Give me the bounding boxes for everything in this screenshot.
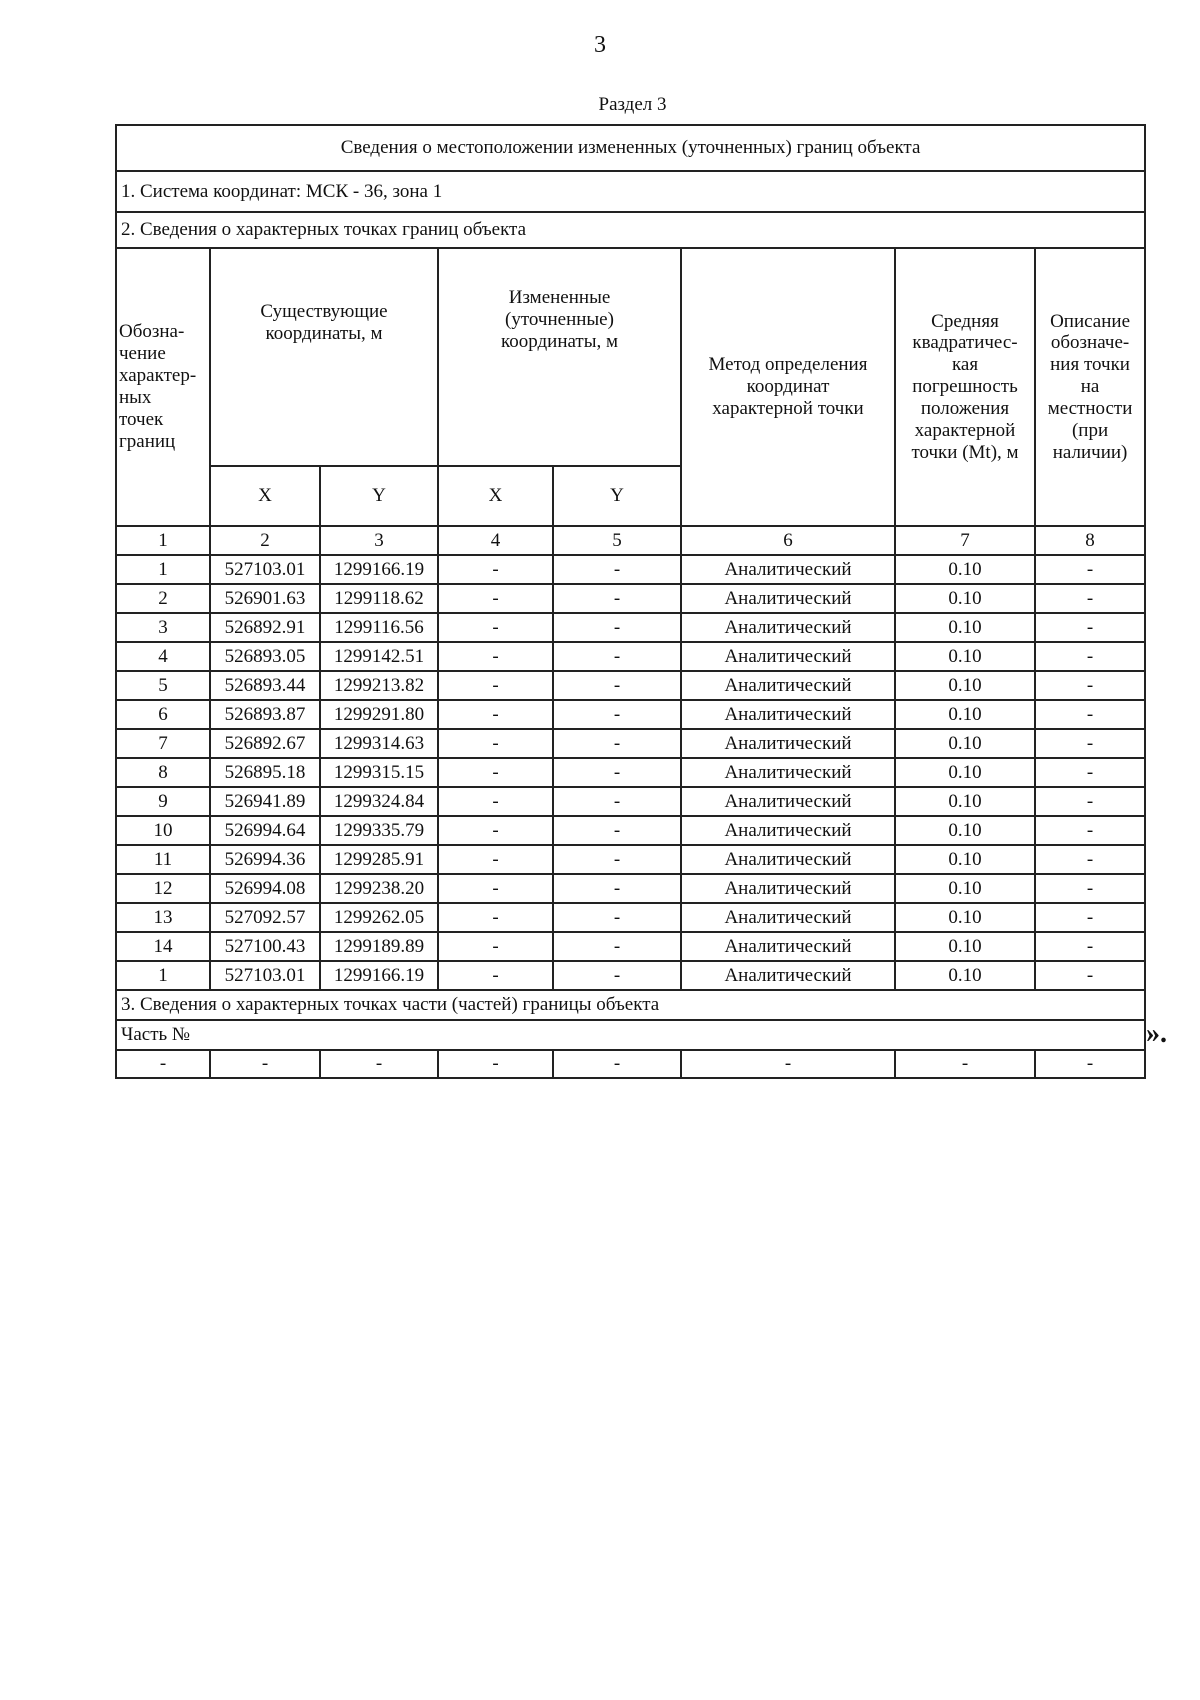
table-cell: Аналитический xyxy=(681,700,895,729)
column-number: 1 xyxy=(116,526,210,555)
table-cell: 526893.44 xyxy=(210,671,320,700)
column-number: 7 xyxy=(895,526,1035,555)
table-cell: 1299324.84 xyxy=(320,787,438,816)
table-cell: - xyxy=(553,613,681,642)
header-existing-x: X xyxy=(210,466,320,526)
table-cell: 1299166.19 xyxy=(320,555,438,584)
table-cell: - xyxy=(438,787,553,816)
table-cell: - xyxy=(438,613,553,642)
points-section-heading: 2. Сведения о характерных точках границ объекта xyxy=(116,212,1145,248)
table-cell: 0.10 xyxy=(895,642,1035,671)
table-cell: - xyxy=(553,874,681,903)
table-cell: 1299116.56 xyxy=(320,613,438,642)
table-cell: - xyxy=(1035,845,1145,874)
table-row xyxy=(116,903,1145,932)
table-cell: 2 xyxy=(116,584,210,613)
table-cell: 526893.87 xyxy=(210,700,320,729)
table-row xyxy=(116,758,1145,787)
table-cell: 1 xyxy=(116,961,210,990)
table-row xyxy=(116,729,1145,758)
part-section-heading: 3. Сведения о характерных точках части (частей) границы объекта xyxy=(116,990,1145,1020)
table-cell: - xyxy=(553,584,681,613)
table-cell: Аналитический xyxy=(681,729,895,758)
table-cell: 526941.89 xyxy=(210,787,320,816)
table-title: Сведения о местоположении измененных (уточненных) границ объекта xyxy=(116,125,1145,171)
table-cell: 0.10 xyxy=(895,613,1035,642)
table-cell: Аналитический xyxy=(681,845,895,874)
header-method: Метод определения координат характерной точки xyxy=(681,248,895,526)
table-cell: - xyxy=(553,961,681,990)
table-cell: 0.10 xyxy=(895,555,1035,584)
table-cell: 527103.01 xyxy=(210,961,320,990)
header-point-description: Описание обозначе- ния точки на местности (при наличии) xyxy=(1035,248,1145,526)
table-cell: - xyxy=(553,816,681,845)
table-cell: Аналитический xyxy=(681,932,895,961)
table-cell: - xyxy=(1035,787,1145,816)
table-cell: Аналитический xyxy=(681,584,895,613)
part-cell: - xyxy=(320,1050,438,1078)
table-cell: 527103.01 xyxy=(210,555,320,584)
table-cell: - xyxy=(1035,584,1145,613)
table-cell: 0.10 xyxy=(895,816,1035,845)
table-cell: - xyxy=(438,555,553,584)
part-number-label: Часть № xyxy=(116,1020,1145,1050)
header-changed-x: X xyxy=(438,466,553,526)
table-cell: Аналитический xyxy=(681,874,895,903)
table-cell: - xyxy=(1035,555,1145,584)
table-cell: Аналитический xyxy=(681,555,895,584)
column-number-row xyxy=(116,526,1145,555)
table-row xyxy=(116,787,1145,816)
part-cell: - xyxy=(681,1050,895,1078)
table-cell: 0.10 xyxy=(895,758,1035,787)
table-cell: - xyxy=(553,758,681,787)
table-cell: 0.10 xyxy=(895,845,1035,874)
table-cell: - xyxy=(1035,816,1145,845)
column-number: 5 xyxy=(553,526,681,555)
table-cell: 12 xyxy=(116,874,210,903)
table-cell: 1299118.62 xyxy=(320,584,438,613)
table-cell: 0.10 xyxy=(895,961,1035,990)
table-cell: - xyxy=(553,932,681,961)
table-cell: 6 xyxy=(116,700,210,729)
table-cell: - xyxy=(438,845,553,874)
table-cell: 1299291.80 xyxy=(320,700,438,729)
table-cell: 526893.05 xyxy=(210,642,320,671)
table-cell: - xyxy=(553,700,681,729)
table-cell: 1299335.79 xyxy=(320,816,438,845)
table-cell: 1299314.63 xyxy=(320,729,438,758)
table-row xyxy=(116,816,1145,845)
table-cell: 13 xyxy=(116,903,210,932)
column-number: 4 xyxy=(438,526,553,555)
table-cell: 5 xyxy=(116,671,210,700)
table-cell: - xyxy=(438,642,553,671)
table-cell: Аналитический xyxy=(681,787,895,816)
table-cell: 0.10 xyxy=(895,729,1035,758)
table-cell: 11 xyxy=(116,845,210,874)
table-cell: 4 xyxy=(116,642,210,671)
part-cell: - xyxy=(553,1050,681,1078)
table-row xyxy=(116,671,1145,700)
header-mean-square-error: Средняя квадратичес- кая погрешность положения характерной точки (Mt), м xyxy=(895,248,1035,526)
table-cell: - xyxy=(438,932,553,961)
table-cell: 7 xyxy=(116,729,210,758)
table-cell: 8 xyxy=(116,758,210,787)
table-cell: - xyxy=(438,758,553,787)
table-cell: - xyxy=(553,903,681,932)
table-cell: - xyxy=(438,874,553,903)
part-cell: - xyxy=(1035,1050,1145,1078)
table-cell: - xyxy=(553,729,681,758)
column-number: 8 xyxy=(1035,526,1145,555)
table-cell: 527100.43 xyxy=(210,932,320,961)
table-cell: - xyxy=(553,845,681,874)
column-number: 2 xyxy=(210,526,320,555)
table-cell: 9 xyxy=(116,787,210,816)
table-cell: - xyxy=(438,584,553,613)
table-cell: - xyxy=(438,700,553,729)
table-row xyxy=(116,932,1145,961)
table-cell: 0.10 xyxy=(895,671,1035,700)
table-cell: 3 xyxy=(116,613,210,642)
table-cell: - xyxy=(553,787,681,816)
table-cell: 1299142.51 xyxy=(320,642,438,671)
closing-quote-mark: ». xyxy=(1146,1018,1167,1049)
table-cell: 0.10 xyxy=(895,903,1035,932)
table-cell: 1299213.82 xyxy=(320,671,438,700)
table-row xyxy=(116,961,1145,990)
table-cell: 1299238.20 xyxy=(320,874,438,903)
table-cell: 1299315.15 xyxy=(320,758,438,787)
table-cell: Аналитический xyxy=(681,642,895,671)
table-cell: 1 xyxy=(116,555,210,584)
part-cell: - xyxy=(438,1050,553,1078)
table-cell: - xyxy=(438,671,553,700)
header-changed-coordinates: Измененные (уточненные) координаты, м xyxy=(438,248,681,466)
table-row xyxy=(116,613,1145,642)
part-cell: - xyxy=(210,1050,320,1078)
table-cell: Аналитический xyxy=(681,613,895,642)
boundary-coordinates-table xyxy=(115,124,1146,1079)
table-cell: - xyxy=(1035,903,1145,932)
section-title: Раздел 3 xyxy=(598,94,667,115)
table-cell: - xyxy=(1035,874,1145,903)
table-cell: 1299189.89 xyxy=(320,932,438,961)
table-cell: Аналитический xyxy=(681,903,895,932)
table-cell: 14 xyxy=(116,932,210,961)
table-cell: - xyxy=(553,671,681,700)
table-cell: 527092.57 xyxy=(210,903,320,932)
table-cell: Аналитический xyxy=(681,671,895,700)
part-row xyxy=(116,1050,1145,1078)
header-changed-y: Y xyxy=(553,466,681,526)
table-cell: 526994.36 xyxy=(210,845,320,874)
table-cell: - xyxy=(1035,758,1145,787)
table-cell: - xyxy=(1035,961,1145,990)
table-cell: - xyxy=(1035,729,1145,758)
table-cell: 10 xyxy=(116,816,210,845)
header-point-designation: Обозна- чение характер- ных точек границ xyxy=(116,248,210,526)
table-cell: - xyxy=(438,729,553,758)
table-cell: 0.10 xyxy=(895,700,1035,729)
table-cell: - xyxy=(1035,700,1145,729)
part-cell: - xyxy=(895,1050,1035,1078)
table-cell: - xyxy=(438,816,553,845)
table-cell: 526895.18 xyxy=(210,758,320,787)
table-cell: Аналитический xyxy=(681,961,895,990)
table-cell: - xyxy=(1035,932,1145,961)
table-row xyxy=(116,845,1145,874)
table-row xyxy=(116,874,1145,903)
table-row xyxy=(116,555,1145,584)
table-cell: 526892.91 xyxy=(210,613,320,642)
table-cell: 0.10 xyxy=(895,874,1035,903)
table-cell: 0.10 xyxy=(895,932,1035,961)
table-cell: Аналитический xyxy=(681,816,895,845)
table-row xyxy=(116,642,1145,671)
table-cell: - xyxy=(553,642,681,671)
table-cell: - xyxy=(553,555,681,584)
table-cell: 1299166.19 xyxy=(320,961,438,990)
table-row xyxy=(116,700,1145,729)
table-cell: - xyxy=(1035,613,1145,642)
table-cell: 526901.63 xyxy=(210,584,320,613)
table-cell: - xyxy=(1035,671,1145,700)
header-existing-y: Y xyxy=(320,466,438,526)
column-number: 3 xyxy=(320,526,438,555)
coordinate-system-row: 1. Система координат: МСК - 36, зона 1 xyxy=(116,171,1145,212)
table-cell: - xyxy=(1035,642,1145,671)
header-existing-coordinates: Существующие координаты, м xyxy=(210,248,438,466)
table-cell: - xyxy=(438,961,553,990)
table-cell: 526994.08 xyxy=(210,874,320,903)
table-cell: - xyxy=(438,903,553,932)
page-number: 3 xyxy=(594,32,606,58)
table-cell: 1299262.05 xyxy=(320,903,438,932)
table-cell: 526994.64 xyxy=(210,816,320,845)
table-row xyxy=(116,584,1145,613)
table-cell: 526892.67 xyxy=(210,729,320,758)
table-cell: Аналитический xyxy=(681,758,895,787)
column-number: 6 xyxy=(681,526,895,555)
table-cell: 0.10 xyxy=(895,584,1035,613)
part-cell: - xyxy=(116,1050,210,1078)
table-cell: 0.10 xyxy=(895,787,1035,816)
table-cell: 1299285.91 xyxy=(320,845,438,874)
